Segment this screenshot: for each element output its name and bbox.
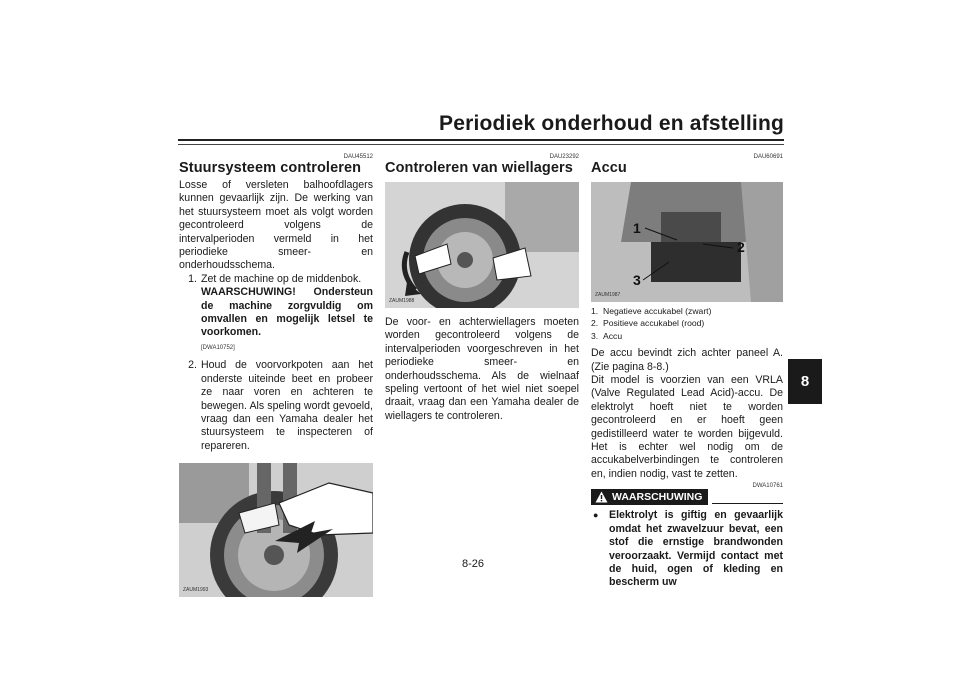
battery-illustration bbox=[591, 182, 783, 302]
figure-code: ZAUM1987 bbox=[595, 292, 621, 298]
warning-rule bbox=[712, 503, 783, 504]
header-rule-thin bbox=[178, 144, 784, 145]
bullet-dot-icon: ● bbox=[593, 510, 599, 521]
figure-legend bbox=[591, 305, 783, 342]
section-wheel-bearings bbox=[385, 150, 579, 423]
chapter-tab[interactable]: 8 bbox=[788, 359, 822, 404]
steering-illustration bbox=[179, 463, 373, 597]
figure-code: ZAUM1993 bbox=[183, 587, 209, 594]
section-heading: Accu bbox=[591, 160, 627, 176]
wheel-illustration bbox=[385, 182, 579, 308]
page-header-title: Periodiek onderhoud en afstelling bbox=[439, 112, 784, 135]
warning-bullet-text: Elektrolyt is giftig en gevaarlijk omdat het zwavelzuur bevat, een stof die ernstige brandwonden veroorzaakt. Vermijd contact met de huid, ogen of kleding en bescherm uw bbox=[609, 509, 783, 589]
warning-header bbox=[591, 489, 783, 505]
warning-triangle-icon bbox=[595, 491, 608, 503]
step-number: 2. bbox=[188, 359, 197, 372]
step-list bbox=[179, 273, 373, 453]
steering-figure bbox=[179, 463, 373, 597]
header-rule bbox=[178, 139, 784, 141]
callout-2: 2 bbox=[737, 239, 745, 255]
figure-code: ZAUM1988 bbox=[389, 298, 415, 304]
section-battery bbox=[591, 150, 783, 590]
battery-figure bbox=[591, 182, 783, 302]
step-2 bbox=[179, 359, 373, 453]
callout-1: 1 bbox=[633, 220, 641, 236]
step-text: Houd de voorvorkpoten aan het onderste uiteinde beet en probeer ze naar voren en achteren te bewegen. Als speling wordt gevoeld, vraag dan een Yamaha dealer het stuursysteem te inspecteren of repareren. bbox=[201, 359, 373, 452]
section-body: De voor- en achterwiellagers moeten worden gecontroleerd volgens de intervalperioden voorgeschreven in het periodieke smeer- en onderhoudsschema. Als de wielnaaf speling vertoont of het wiel niet soepel draait, vraag dan een Yamaha dealer de wiellagers te controleren. bbox=[385, 316, 579, 422]
legend-item: 1. Negatieve accukabel (zwart) bbox=[591, 306, 712, 316]
section-code: DAU45512 bbox=[343, 154, 373, 160]
page-number: 8-26 bbox=[462, 558, 485, 570]
section-code: DAU60691 bbox=[753, 154, 783, 160]
legend-item: 3. Accu bbox=[591, 330, 623, 341]
warning-bullet bbox=[591, 509, 783, 589]
step-1 bbox=[179, 273, 373, 359]
warning-badge bbox=[591, 489, 708, 505]
step-text: Zet de machine op de middenbok. bbox=[201, 272, 362, 285]
warning-code: [DWA10752] bbox=[201, 344, 235, 351]
wheel-figure bbox=[385, 182, 579, 308]
section-body-2: Dit model is voorzien van een VRLA (Valve Regulated Lead Acid)-accu. De elektrolyt hoeft niet te worden gecontroleerd en er hoeft geen gedistilleerd water te worden bijgevuld. Het is echter wel nodig om de accukabelverbindingen te controleren en, indien nodig, vast te zetten. bbox=[591, 374, 783, 480]
section-intro: Losse of versleten balhoofdlagers kunnen gevaarlijk zijn. De werking van het stuursysteem moet als volgt worden gecontroleerd volgens de intervalperioden vermeld in het periodieke smeer- en onderhoudsschema. bbox=[179, 179, 373, 272]
step-number: 1. bbox=[188, 272, 197, 285]
section-steering bbox=[179, 150, 373, 597]
callout-3: 3 bbox=[633, 272, 641, 288]
section-code: DAU23292 bbox=[549, 154, 579, 160]
section-heading: Controleren van wiellagers bbox=[385, 160, 573, 176]
step-warning: WAARSCHUWING! Ondersteun de machine zorgvuldig om omvallen en mogelijk letsel te voorkomen. bbox=[201, 286, 373, 339]
section-heading: Stuursysteem controleren bbox=[179, 160, 362, 176]
warning-code: DWA10761 bbox=[752, 483, 783, 490]
section-body-1: De accu bevindt zich achter paneel A. (Zie pagina 8-8.) bbox=[591, 347, 783, 373]
legend-item: 2. Positieve accukabel (rood) bbox=[591, 318, 705, 329]
warning-label: WAARSCHUWING bbox=[612, 491, 703, 504]
